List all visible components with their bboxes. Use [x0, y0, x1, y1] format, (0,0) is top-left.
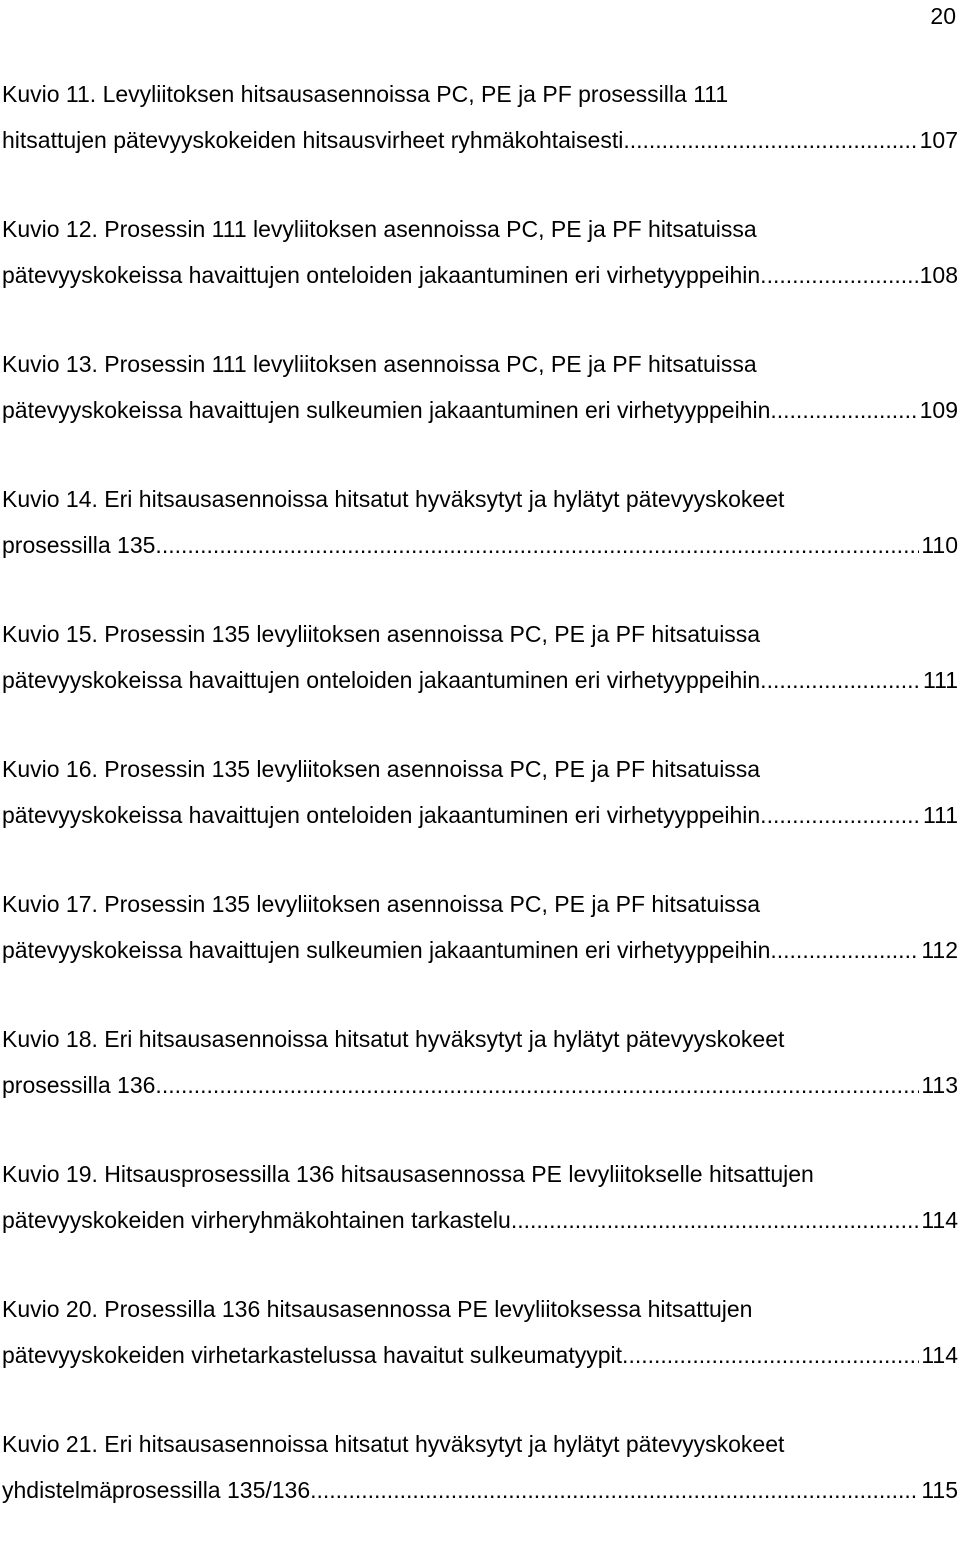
dot-leader	[628, 1333, 919, 1379]
toc-entry-caption-end: yhdistelmäprosessilla 135/136.	[2, 1476, 317, 1503]
toc-entry-kuvio-21[interactable]	[2, 1422, 958, 1513]
toc-entry-last-line	[2, 118, 958, 164]
toc-entry-page-number: 111	[923, 666, 958, 693]
toc-entry-page-number: 107	[919, 126, 958, 153]
toc-entry-kuvio-11[interactable]	[2, 72, 958, 163]
toc-entry-caption-line: Kuvio 17. Prosessin 135 levyliitoksen asennoissa PC, PE ja PF hitsatuissa	[2, 891, 761, 917]
table-of-figures	[2, 72, 958, 1557]
toc-entry-last-line	[2, 1063, 958, 1109]
toc-entry-kuvio-18[interactable]	[2, 1017, 958, 1108]
toc-entry-caption-line: Kuvio 14. Eri hitsausasennoissa hitsatut hyväksytyt ja hylätyt pätevyyskokeet	[2, 486, 785, 512]
dot-leader	[517, 1198, 919, 1244]
toc-entry-page-number: 114	[921, 1206, 958, 1233]
toc-entry-last-line	[2, 658, 958, 704]
toc-entry-page-number: 109	[919, 396, 958, 423]
toc-entry-caption-line: Kuvio 11. Levyliitoksen hitsausasennoissa PC, PE ja PF prosessilla 111	[2, 81, 729, 107]
toc-entry-caption-end: pätevyyskokeiden virheryhmäkohtainen tarkastelu.	[2, 1206, 518, 1233]
toc-entry-last-line	[2, 1198, 958, 1244]
toc-entry-caption-line: Kuvio 13. Prosessin 111 levyliitoksen asennoissa PC, PE ja PF hitsatuissa	[2, 351, 757, 377]
toc-entry-page-number: 110	[921, 531, 958, 558]
toc-entry-caption-line: Kuvio 18. Eri hitsausasennoissa hitsatut hyväksytyt ja hylätyt pätevyyskokeet	[2, 1026, 785, 1052]
toc-entry-page-number: 108	[919, 261, 958, 288]
toc-entry-page-number: 111	[923, 801, 958, 828]
toc-entry-kuvio-15[interactable]	[2, 612, 958, 703]
toc-entry-caption-line: Kuvio 15. Prosessin 135 levyliitoksen asennoissa PC, PE ja PF hitsatuissa	[2, 621, 761, 647]
toc-entry-caption-end: pätevyyskokeiden virhetarkastelussa havaitut sulkeumatyypit.	[2, 1341, 629, 1368]
toc-entry-caption-end: pätevyyskokeissa havaittujen onteloiden jakaantuminen eri virhetyyppeihin.	[2, 261, 767, 288]
toc-entry-last-line	[2, 928, 958, 974]
toc-entry-page-number: 112	[921, 936, 958, 963]
toc-entry-caption-line: Kuvio 16. Prosessin 135 levyliitoksen asennoissa PC, PE ja PF hitsatuissa	[2, 756, 761, 782]
toc-entry-caption-end: pätevyyskokeissa havaittujen sulkeumien jakaantuminen eri virhetyyppeihin.	[2, 936, 777, 963]
toc-entry-kuvio-16[interactable]	[2, 747, 958, 838]
toc-entry-kuvio-14[interactable]	[2, 477, 958, 568]
dot-leader	[767, 793, 921, 839]
dot-leader	[767, 253, 918, 299]
dot-leader	[777, 388, 918, 434]
toc-entry-caption-end: pätevyyskokeissa havaittujen onteloiden jakaantuminen eri virhetyyppeihin.	[2, 666, 767, 693]
toc-entry-caption-end: hitsattujen pätevyyskokeiden hitsausvirheet ryhmäkohtaisesti.	[2, 126, 630, 153]
dot-leader	[317, 1468, 920, 1514]
toc-entry-caption-end: prosessilla 136.	[2, 1071, 162, 1098]
toc-entry-last-line	[2, 1333, 958, 1379]
toc-entry-last-line	[2, 253, 958, 299]
toc-entry-page-number: 114	[921, 1341, 958, 1368]
dot-leader	[777, 928, 920, 974]
dot-leader	[767, 658, 921, 704]
dot-leader	[630, 118, 918, 164]
toc-entry-page-number: 113	[921, 1071, 958, 1098]
toc-entry-page-number: 115	[921, 1476, 958, 1503]
toc-entry-kuvio-17[interactable]	[2, 882, 958, 973]
page-number: 20	[930, 3, 956, 29]
toc-entry-caption-line: Kuvio 21. Eri hitsausasennoissa hitsatut hyväksytyt ja hylätyt pätevyyskokeet	[2, 1431, 785, 1457]
toc-entry-last-line	[2, 523, 958, 569]
toc-entry-kuvio-13[interactable]	[2, 342, 958, 433]
toc-entry-caption-line: Kuvio 19. Hitsausprosessilla 136 hitsausasennossa PE levyliitokselle hitsattujen	[2, 1161, 814, 1187]
toc-entry-kuvio-20[interactable]	[2, 1287, 958, 1378]
toc-entry-kuvio-12[interactable]	[2, 207, 958, 298]
toc-entry-caption-end: prosessilla 135.	[2, 531, 162, 558]
toc-entry-kuvio-19[interactable]	[2, 1152, 958, 1243]
toc-entry-last-line	[2, 388, 958, 434]
dot-leader	[162, 523, 920, 569]
toc-entry-last-line	[2, 1468, 958, 1514]
dot-leader	[162, 1063, 920, 1109]
toc-entry-last-line	[2, 793, 958, 839]
toc-entry-caption-end: pätevyyskokeissa havaittujen sulkeumien jakaantuminen eri virhetyyppeihin.	[2, 396, 777, 423]
toc-entry-caption-end: pätevyyskokeissa havaittujen onteloiden jakaantuminen eri virhetyyppeihin.	[2, 801, 767, 828]
toc-entry-caption-line: Kuvio 20. Prosessilla 136 hitsausasennossa PE levyliitoksessa hitsattujen	[2, 1296, 753, 1322]
toc-entry-caption-line: Kuvio 12. Prosessin 111 levyliitoksen asennoissa PC, PE ja PF hitsatuissa	[2, 216, 757, 242]
